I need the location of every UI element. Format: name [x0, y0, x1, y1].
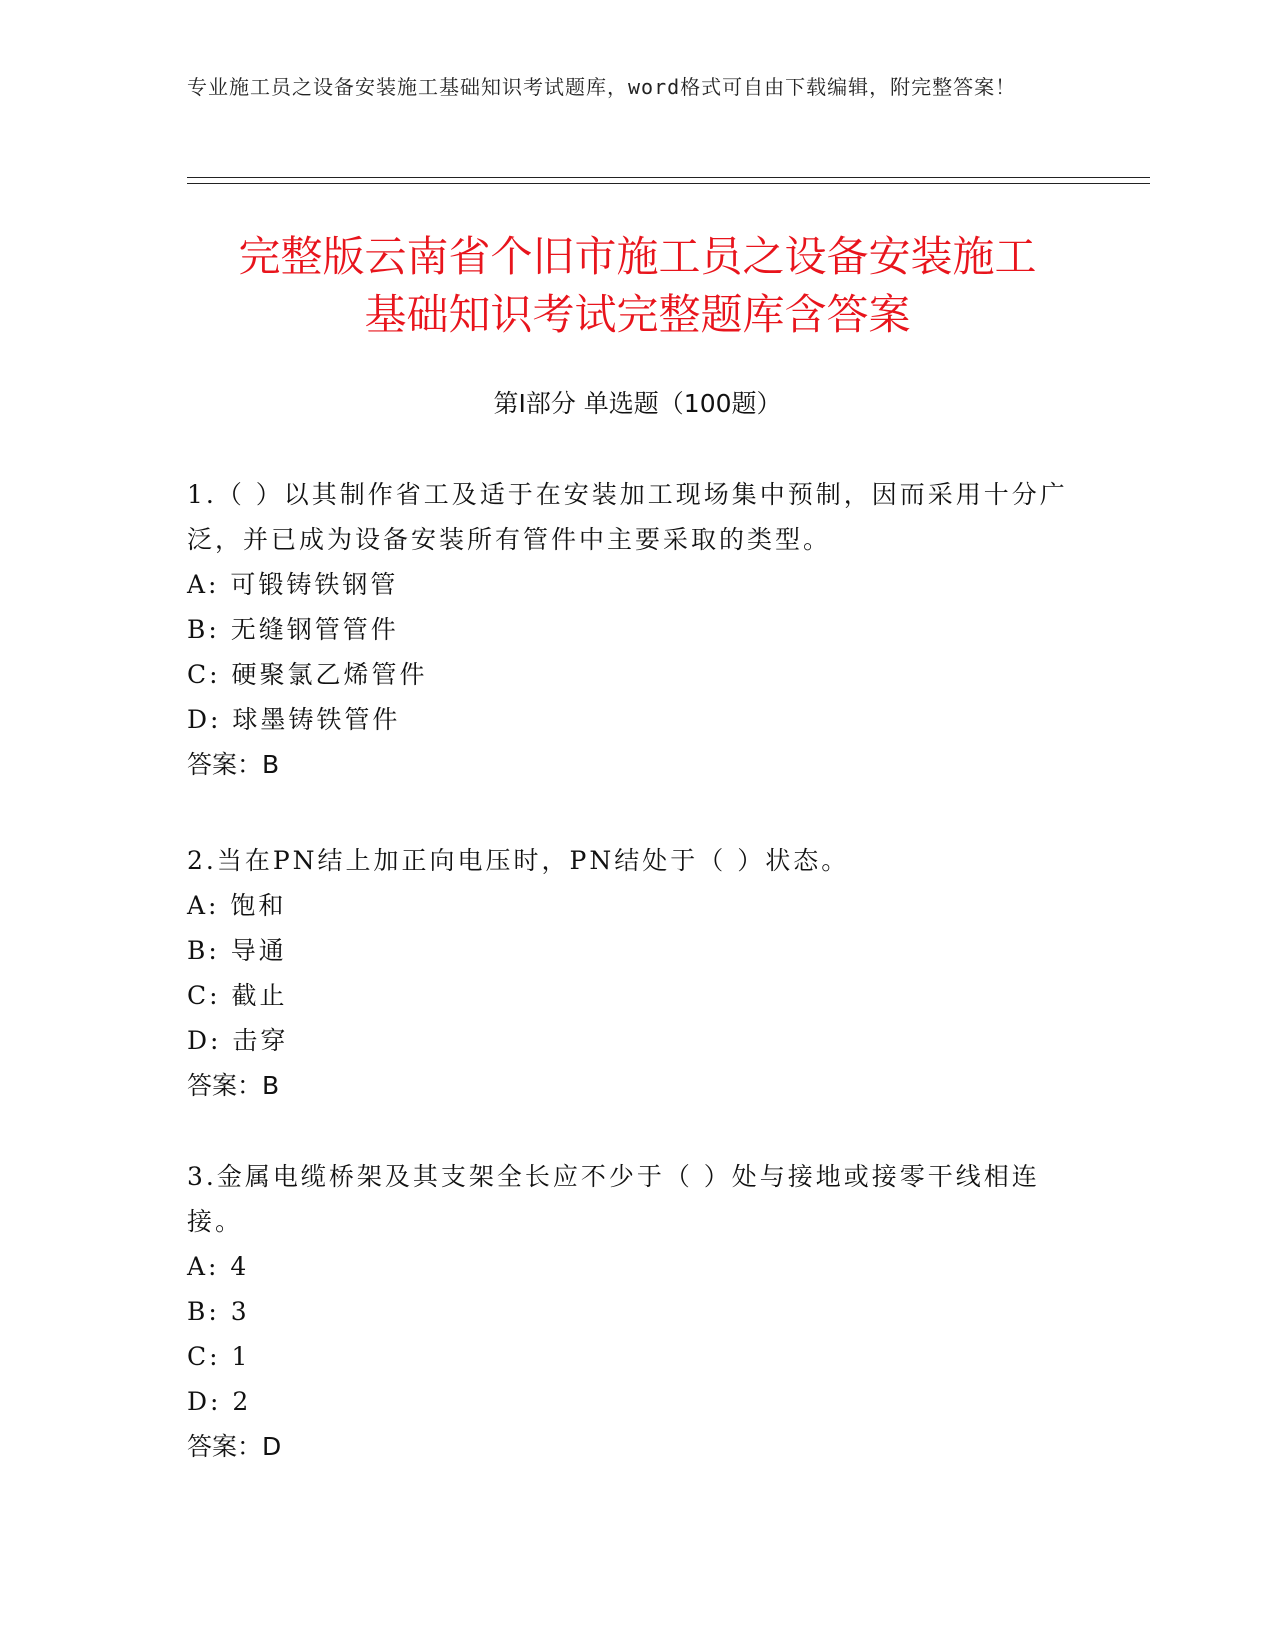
option-d: D: 球墨铸铁管件 — [187, 705, 401, 734]
option-a: A: 可锻铸铁钢管 — [187, 570, 399, 599]
answer: 答案：B — [187, 1071, 280, 1100]
header-note: 专业施工员之设备安装施工基础知识考试题库，word格式可自由下载编辑，附完整答案！ — [187, 75, 1017, 99]
answer: 答案：B — [187, 750, 280, 779]
question-1 — [187, 472, 1087, 787]
question-stem: 2.当在PN结上加正向电压时，PN结处于（ ）状态。 — [187, 846, 850, 875]
header-divider-bottom — [187, 183, 1150, 184]
question-3 — [187, 1154, 1087, 1469]
option-b: B: 3 — [187, 1297, 250, 1326]
question-2 — [187, 838, 1087, 1108]
option-d: D: 2 — [187, 1387, 252, 1416]
document-title — [0, 228, 1275, 344]
option-b: B: 导通 — [187, 936, 287, 965]
question-stem: 3.金属电缆桥架及其支架全长应不少于（ ）处与接地或接零干线相连接。 — [187, 1162, 1040, 1236]
option-c: C: 截止 — [187, 981, 288, 1010]
header-divider-top — [187, 177, 1150, 178]
option-a: A: 饱和 — [187, 891, 287, 920]
option-d: D: 击穿 — [187, 1026, 289, 1055]
answer: 答案：D — [187, 1432, 282, 1461]
section-heading: 第Ⅰ部分 单选题（100题） — [493, 389, 782, 418]
option-a: A: 4 — [187, 1252, 250, 1281]
document-title-line-2: 基础知识考试完整题库含答案 — [364, 290, 911, 339]
option-c: C: 1 — [187, 1342, 251, 1371]
question-stem: 1.（ ）以其制作省工及适于在安装加工现场集中预制，因而采用十分广泛，并已成为设备安装所有管件中主要采取的类型。 — [187, 480, 1068, 554]
option-b: B: 无缝钢管管件 — [187, 615, 399, 644]
option-c: C: 硬聚氯乙烯管件 — [187, 660, 428, 689]
document-title-line-1: 完整版云南省个旧市施工员之设备安装施工 — [238, 232, 1037, 281]
